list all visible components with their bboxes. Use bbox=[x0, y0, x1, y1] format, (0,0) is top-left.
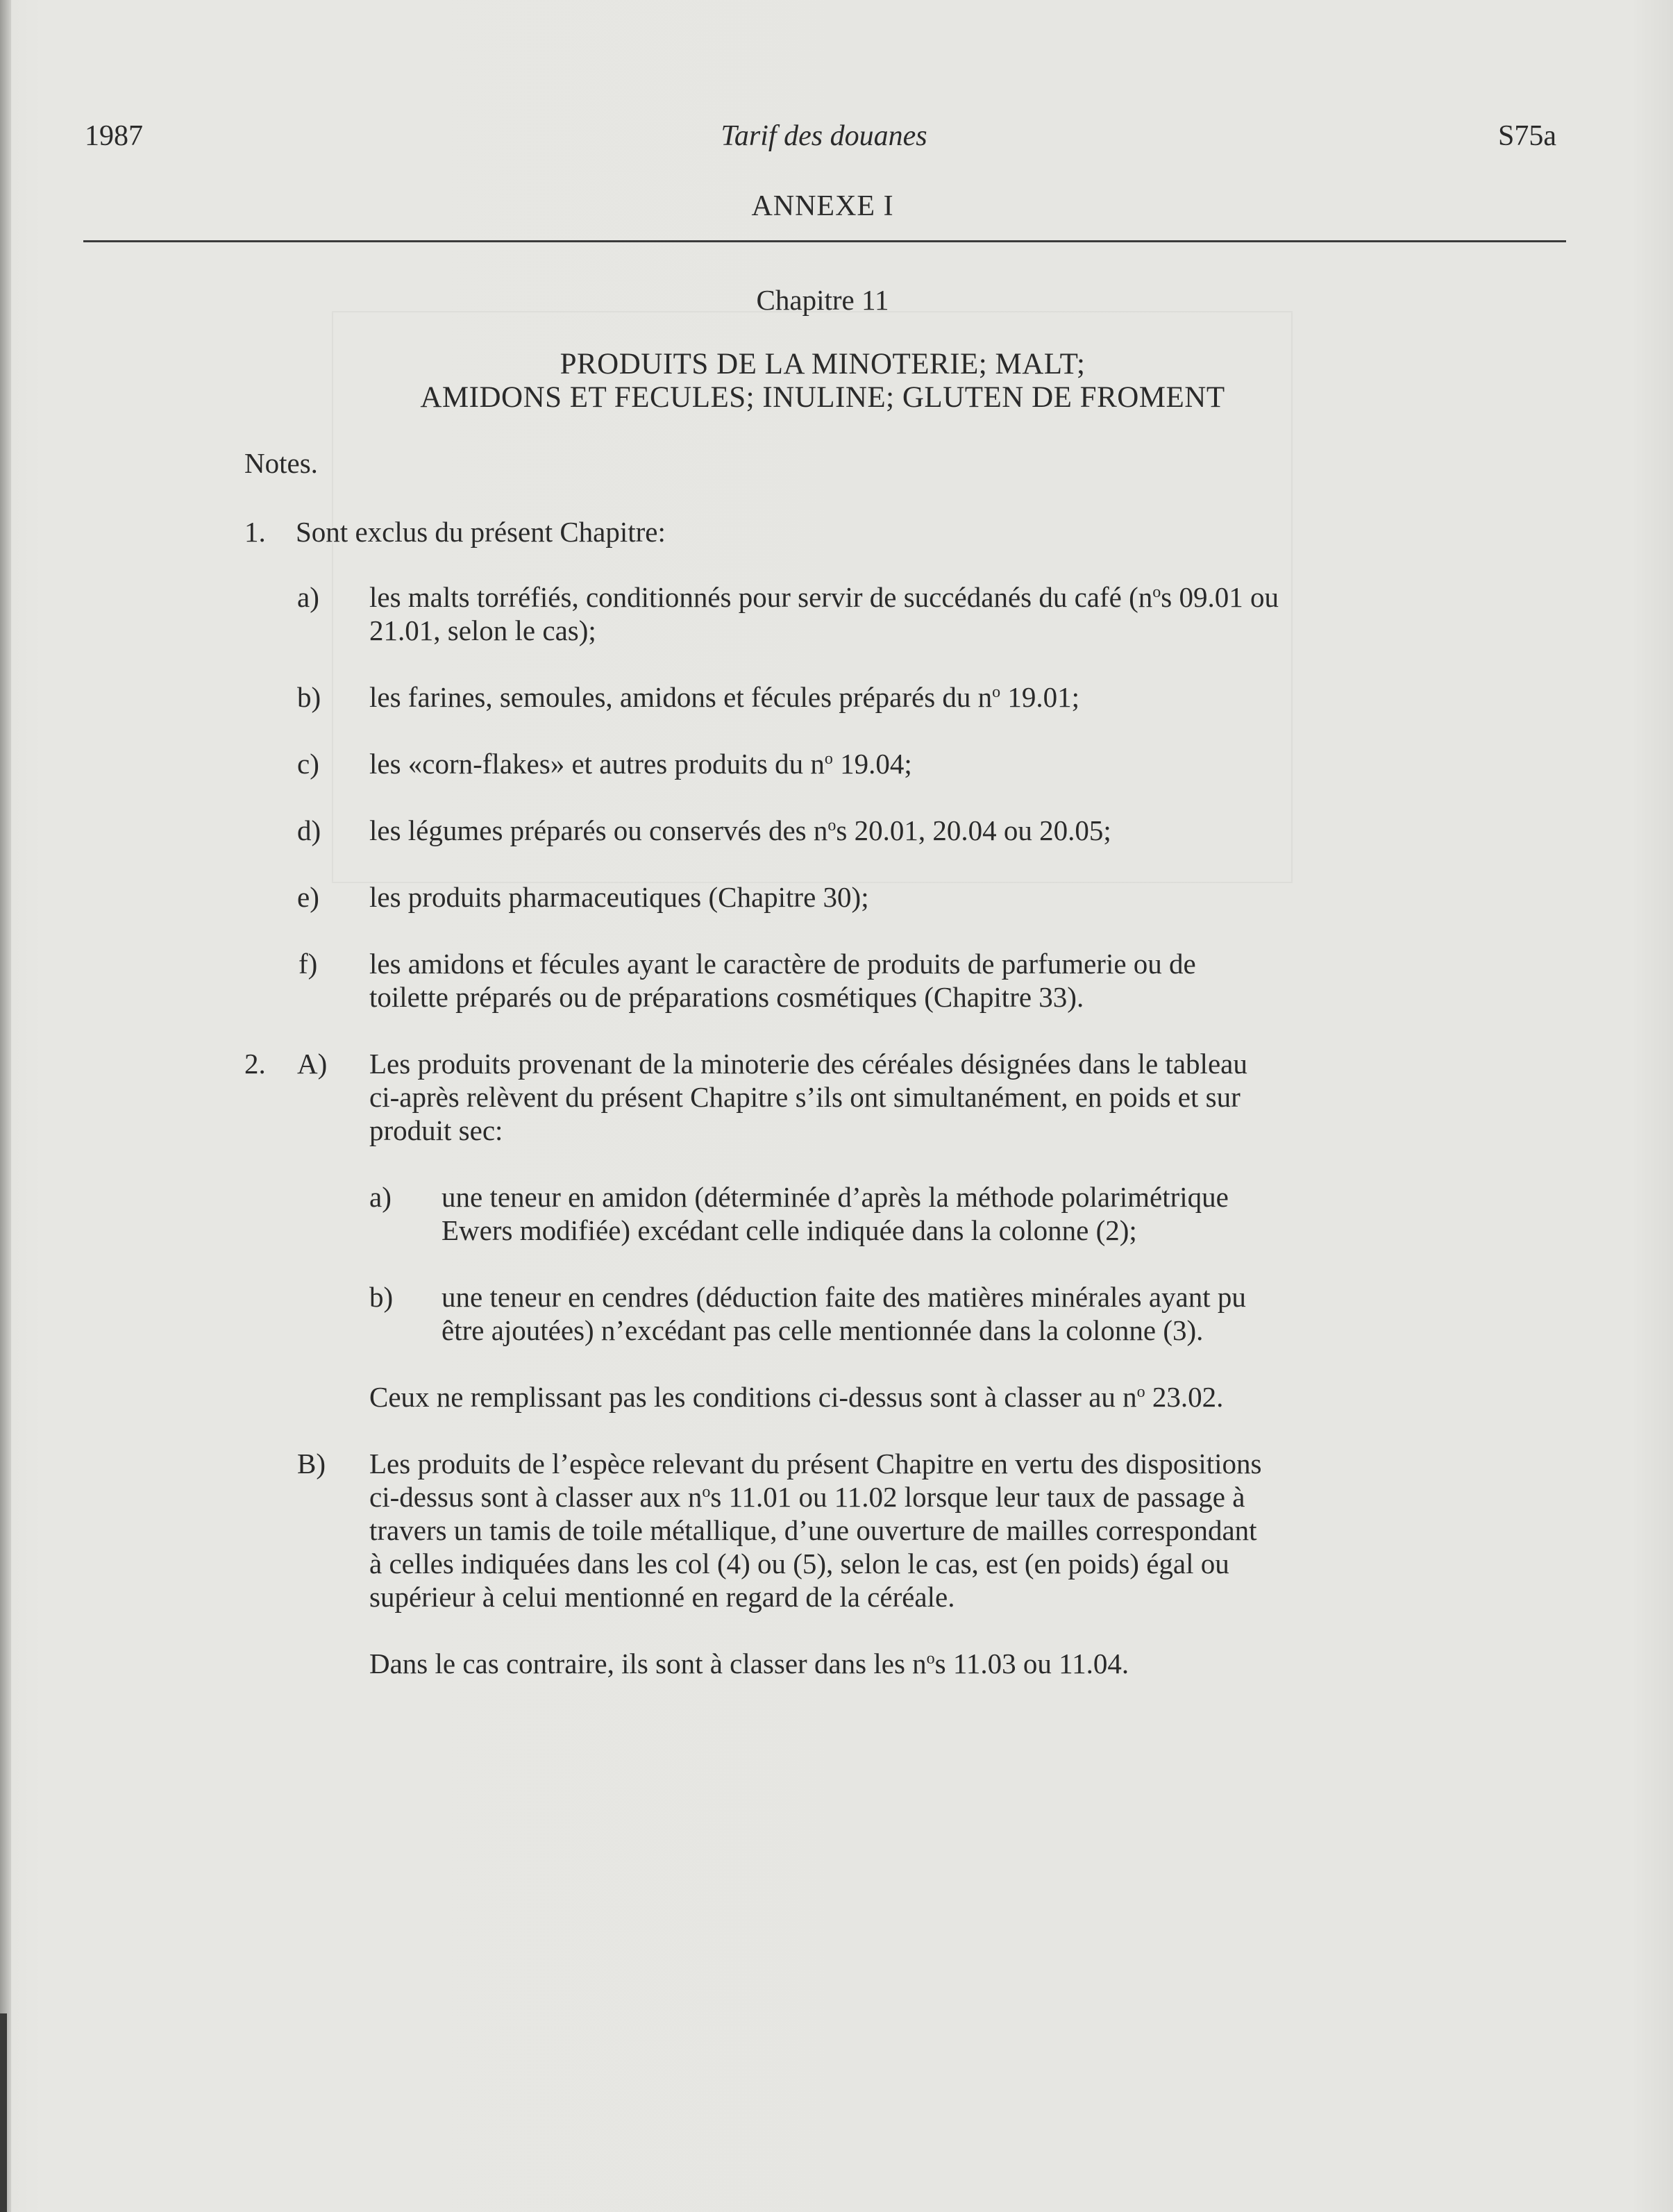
note-1-item-b-letter: b) bbox=[297, 681, 321, 713]
note-1-item-f-letter: f) bbox=[299, 948, 318, 980]
header-page-ref: S75a bbox=[1498, 120, 1556, 152]
note-2-A-line3: produit sec: bbox=[369, 1114, 503, 1146]
note-2-A-sub-b-letter: b) bbox=[369, 1281, 394, 1313]
page-binding-edge bbox=[0, 0, 11, 2212]
header-title: Tarif des douanes bbox=[721, 120, 927, 152]
note-1-item-c-letter: c) bbox=[297, 748, 319, 780]
note-1-item-d-text: les légumes préparés ou conservés des $n^os$ 20.01, 20.04 ou 20.05; bbox=[369, 814, 1111, 846]
chapter-title-line2: AMIDONS ET FECULES; INULINE; GLUTEN DE FROMENT bbox=[420, 381, 1225, 414]
header-rule bbox=[83, 240, 1566, 242]
note-1-item-a-line2: 21.01, selon le cas); bbox=[369, 614, 596, 646]
note-2-A-sub-a-letter: a) bbox=[369, 1181, 392, 1213]
note-2-B-line4: à celles indiquées dans les col (4) ou (5), selon le cas, est (en poids) égal ou bbox=[369, 1548, 1229, 1580]
note-1-item-b-text: les farines, semoules, amidons et fécules préparés du $n^o$ 19.01; bbox=[369, 681, 1080, 713]
note-2-A-sub-a-line2: Ewers modifiée) excédant celle indiquée dans la colonne (2); bbox=[442, 1214, 1137, 1246]
note-1-number: 1. bbox=[244, 516, 266, 548]
note-2-A-sub-a-line1: une teneur en amidon (déterminée d’après la méthode polarimétrique bbox=[442, 1181, 1229, 1213]
note-2-B-line5: supérieur à celui mentionné en regard de la céréale. bbox=[369, 1581, 955, 1613]
note-1-item-e-text: les produits pharmaceutiques (Chapitre 30); bbox=[369, 881, 869, 913]
note-2-A-closing: Ceux ne remplissant pas les conditions ci-dessus sont à classer au $n^o$ 23.02. bbox=[369, 1381, 1224, 1413]
notes-heading: Notes. bbox=[244, 447, 318, 479]
header-year: 1987 bbox=[85, 120, 143, 152]
note-1-item-f-line1: les amidons et fécules ayant le caractère de produits de parfumerie ou de bbox=[369, 948, 1196, 980]
annex-title: ANNEXE I bbox=[751, 190, 894, 222]
note-2-number: 2. bbox=[244, 1048, 266, 1080]
note-2-B-letter: B) bbox=[297, 1448, 326, 1480]
chapter-label: Chapitre 11 bbox=[756, 284, 889, 316]
note-2-A-sub-b-line1: une teneur en cendres (déduction faite des matières minérales ayant pu bbox=[442, 1281, 1246, 1313]
note-1-intro: Sont exclus du présent Chapitre: bbox=[296, 516, 666, 548]
note-2-A-line1: Les produits provenant de la minoterie des céréales désignées dans le tableau bbox=[369, 1048, 1247, 1080]
note-1-item-d-letter: d) bbox=[297, 814, 321, 846]
note-1-item-f-line2: toilette préparés ou de préparations cosmétiques (Chapitre 33). bbox=[369, 981, 1084, 1013]
note-1-item-e-letter: e) bbox=[297, 881, 319, 913]
chapter-title-line1: PRODUITS DE LA MINOTERIE; MALT; bbox=[560, 348, 1086, 380]
note-2-B-closing: Dans le cas contraire, ils sont à classer dans les $n^os$ 11.03 ou 11.04. bbox=[369, 1648, 1129, 1679]
note-2-B-line3: travers un tamis de toile métallique, d’une ouverture de mailles correspondant bbox=[369, 1514, 1257, 1546]
page-binding-shadow bbox=[0, 2013, 7, 2212]
note-1-item-a-line1: les malts torréfiés, conditionnés pour servir de succédanés du café ($n^os$ 09.01 ou bbox=[369, 581, 1279, 613]
note-2-A-line2: ci-après relèvent du présent Chapitre s’ils ont simultanément, en poids et sur bbox=[369, 1081, 1241, 1113]
note-2-A-sub-b-line2: être ajoutées) n’excédant pas celle mentionnée dans la colonne (3). bbox=[442, 1314, 1204, 1346]
note-2-A-letter: A) bbox=[297, 1048, 328, 1080]
note-1-item-a-letter: a) bbox=[297, 581, 319, 613]
note-2-B-line1: Les produits de l’espèce relevant du présent Chapitre en vertu des dispositions bbox=[369, 1448, 1262, 1480]
note-1-item-c-text: les «corn-flakes» et autres produits du $n^o$ 19.04; bbox=[369, 748, 912, 780]
note-2-B-line2: ci-dessus sont à classer aux $n^os$ 11.01 ou 11.02 lorsque leur taux de passage à bbox=[369, 1481, 1245, 1513]
